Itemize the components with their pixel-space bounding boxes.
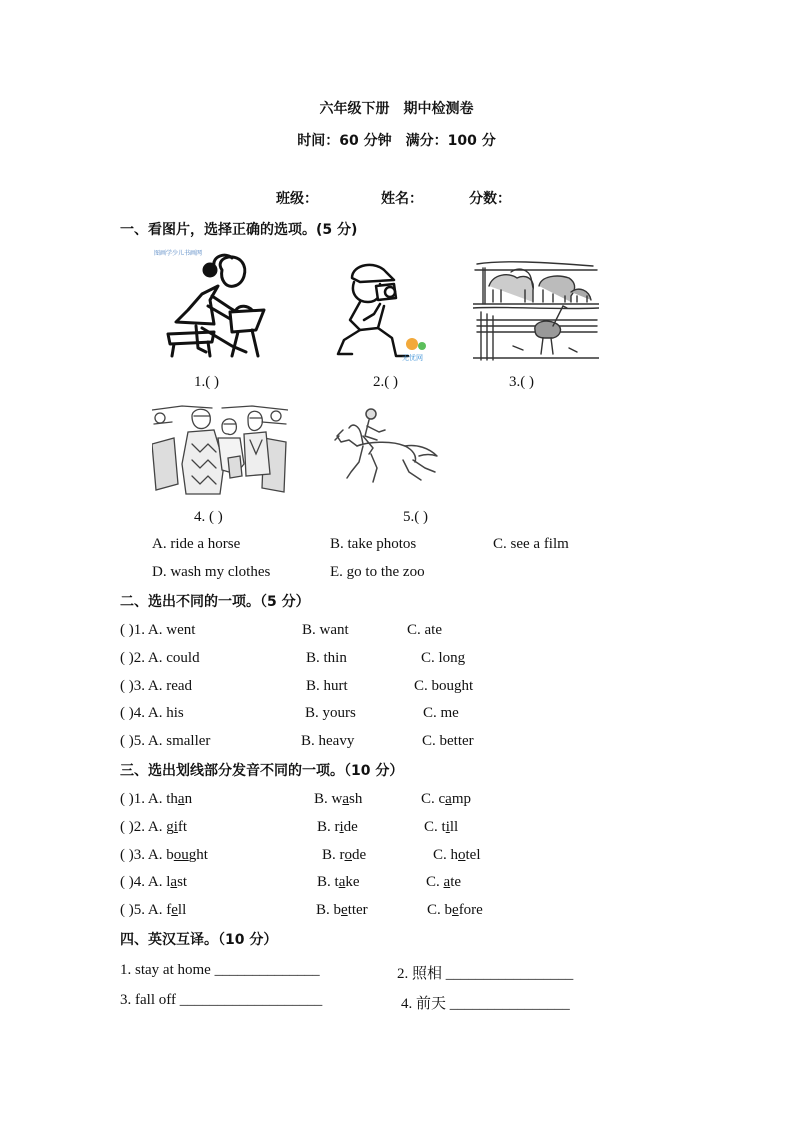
s3-q3-b: B. rode [322, 847, 367, 863]
s3-q2-b: B. ride [317, 819, 358, 835]
photo-logo [402, 338, 426, 362]
section2-heading: 二、选出不同的一项。（5 分） [120, 594, 310, 610]
s3-q3-c: C. hotel [433, 847, 481, 863]
translate-item-4[interactable]: 4. 前天 ________________ [401, 996, 570, 1012]
score-label: 分数： [469, 191, 511, 207]
section3-heading: 三、选出划线部分发音不同的一项。（10 分） [120, 763, 404, 779]
s3-q1-b: B. wash [314, 791, 363, 807]
person-riding-horse-picture [333, 406, 441, 490]
s3-q1-a[interactable]: ( )1. A. than [120, 791, 193, 807]
exam-time-score: 时间：60 分钟 满分：100 分 [297, 133, 496, 149]
s2-q5-b: B. heavy [301, 733, 355, 749]
s3-q5-a[interactable]: ( )5. A. fell [120, 902, 187, 918]
people-watching-film-picture [152, 404, 288, 496]
s2-q4-c: C. me [423, 705, 459, 721]
s2-q5-c: C. better [422, 733, 474, 749]
girl-washing-clothes-picture [152, 248, 274, 360]
s2-q1-c: C. ate [407, 622, 442, 638]
s2-q4-a[interactable]: ( )4. A. his [120, 705, 184, 721]
name-label: 姓名： [381, 191, 423, 207]
answer-slot-5[interactable]: 5.( ) [403, 509, 428, 525]
zoo-picture [473, 256, 599, 362]
translate-item-1[interactable]: 1. stay at home ______________ [120, 962, 320, 978]
answer-slot-2[interactable]: 2.( ) [373, 374, 398, 390]
option-c: C. see a film [493, 536, 569, 552]
option-b: B. take photos [330, 536, 417, 552]
s3-q2-c: C. till [424, 819, 459, 835]
s2-q1-b: B. want [302, 622, 349, 638]
s2-q1-a[interactable]: ( )1. A. went [120, 622, 196, 638]
s3-q1-c: C. camp [421, 791, 472, 807]
section4-heading: 四、英汉互译。（10 分） [120, 932, 278, 948]
s2-q3-c: C. bought [414, 678, 474, 694]
s3-q5-b: B. better [316, 902, 368, 918]
s3-q4-a[interactable]: ( )4. A. last [120, 874, 188, 890]
section1-heading: 一、看图片，选择正确的选项。(5 分) [120, 222, 358, 238]
s3-q4-b: B. take [317, 874, 360, 890]
photo-logo-text: 无忧网 [402, 354, 423, 362]
option-a: A. ride a horse [152, 536, 241, 552]
s2-q3-b: B. hurt [306, 678, 348, 694]
s3-q5-c: C. before [427, 902, 483, 918]
s2-q2-b: B. thin [306, 650, 347, 666]
option-e: E. go to the zoo [330, 564, 425, 580]
boy-taking-photos-picture [330, 258, 430, 362]
answer-slot-3[interactable]: 3.( ) [509, 374, 534, 390]
s3-q4-c: C. ate [426, 874, 462, 890]
option-d: D. wash my clothes [152, 564, 271, 580]
s2-q5-a[interactable]: ( )5. A. smaller [120, 733, 211, 749]
translate-item-3[interactable]: 3. fall off ___________________ [120, 992, 323, 1008]
s2-q4-b: B. yours [305, 705, 356, 721]
answer-slot-4[interactable]: 4. ( ) [194, 509, 223, 525]
translate-item-2[interactable]: 2. 照相 _________________ [397, 966, 574, 982]
s3-q3-a[interactable]: ( )3. A. bought [120, 847, 208, 863]
picture-logo-text: 图画学少儿书画网 [154, 250, 203, 257]
class-label: 班级： [276, 191, 318, 207]
answer-slot-1[interactable]: 1.( ) [194, 374, 219, 390]
exam-title: 六年级下册 期中检测卷 [319, 101, 474, 117]
s2-q2-c: C. long [421, 650, 466, 666]
s2-q3-a[interactable]: ( )3. A. read [120, 678, 193, 694]
s3-q2-a[interactable]: ( )2. A. gift [120, 819, 188, 835]
s2-q2-a[interactable]: ( )2. A. could [120, 650, 200, 666]
